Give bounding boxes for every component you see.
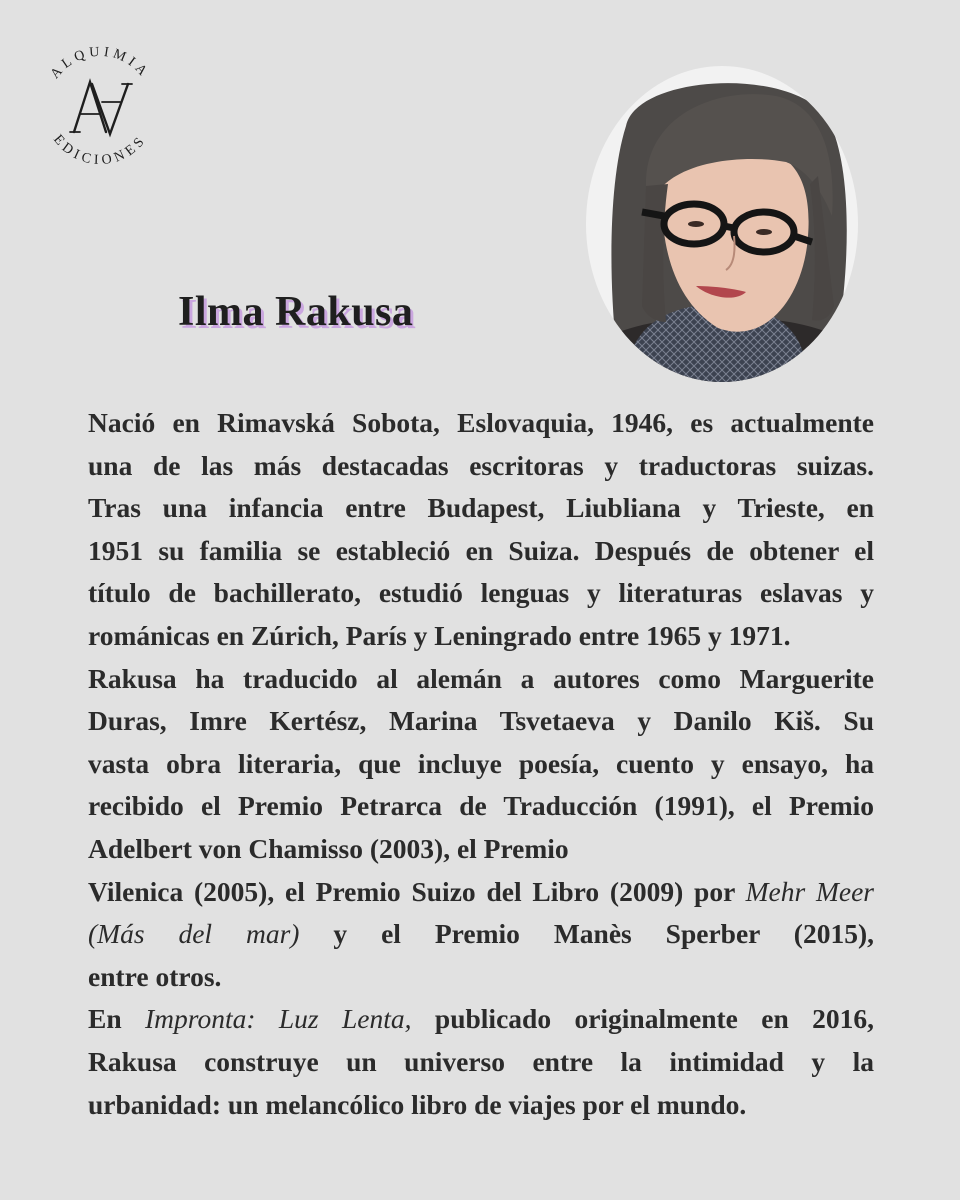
- bio-text: Vilenica (2005), el Premio Suizo del Libro (2009) por: [88, 875, 746, 907]
- bio-text: y el Premio Manès Sperber (2015),: [299, 918, 874, 950]
- book-title-mehr-meer: Mehr Meer (Más del mar): [88, 875, 874, 950]
- book-title-impronta: Impronta: Luz Lenta,: [145, 1003, 412, 1035]
- bio-line: románicas en Zúrich, París y Leningrado entre 1965 y 1971.: [88, 619, 791, 651]
- bio-line: recibido el Premio Petrarca de Traducción (1991), el Premio: [88, 790, 874, 822]
- bio-text: En: [88, 1003, 146, 1035]
- bio-line: [88, 871, 874, 956]
- bio-line: urbanidad: un melancólico libro de viajes por el mundo.: [88, 1088, 747, 1120]
- publisher-logo: [30, 38, 170, 178]
- bio-line: Rakusa construye un universo entre la intimidad y la: [88, 1045, 874, 1077]
- author-portrait-image: [586, 66, 858, 382]
- logo-monogram-icon: [70, 82, 132, 134]
- bio-line: título de bachillerato, estudió lenguas y literaturas eslavas y: [88, 577, 874, 609]
- bio-line: Adelbert von Chamisso (2003), el Premio: [88, 832, 569, 864]
- bio-line: 1951 su familia se estableció en Suiza. Después de obtener el: [88, 534, 874, 566]
- logo-top-text: ALQUIMIA: [47, 44, 153, 82]
- bio-text: publicado originalmente en 2016,: [411, 1003, 875, 1035]
- bio-line: Nació en Rimavská Sobota, Eslovaquia, 1946, es actualmente: [88, 407, 874, 438]
- bio-line: vasta obra literaria, que incluye poesía, cuento y ensayo, ha: [88, 747, 874, 779]
- bio-line: entre otros.: [88, 960, 222, 992]
- bio-line: [88, 998, 874, 1041]
- author-biography: [88, 402, 874, 1126]
- bio-line: Duras, Imre Kertész, Marina Tsvetaeva y Danilo Kiš. Su: [88, 705, 874, 737]
- bio-line: Tras una infancia entre Budapest, Liubliana y Trieste, en: [88, 492, 874, 524]
- alquimia-logo-icon: [30, 38, 170, 178]
- bio-paragraph-2: [88, 658, 874, 999]
- bio-line: Rakusa ha traducido al alemán a autores como Marguerite: [88, 662, 874, 694]
- author-portrait: [586, 66, 858, 382]
- bio-paragraph-3: [88, 998, 874, 1126]
- logo-bottom-text: EDICIONES: [50, 132, 150, 169]
- author-name: Ilma Rakusa: [178, 289, 414, 335]
- bio-paragraph-1: [88, 402, 874, 658]
- bio-line: una de las más destacadas escritoras y traductoras suizas.: [88, 449, 874, 481]
